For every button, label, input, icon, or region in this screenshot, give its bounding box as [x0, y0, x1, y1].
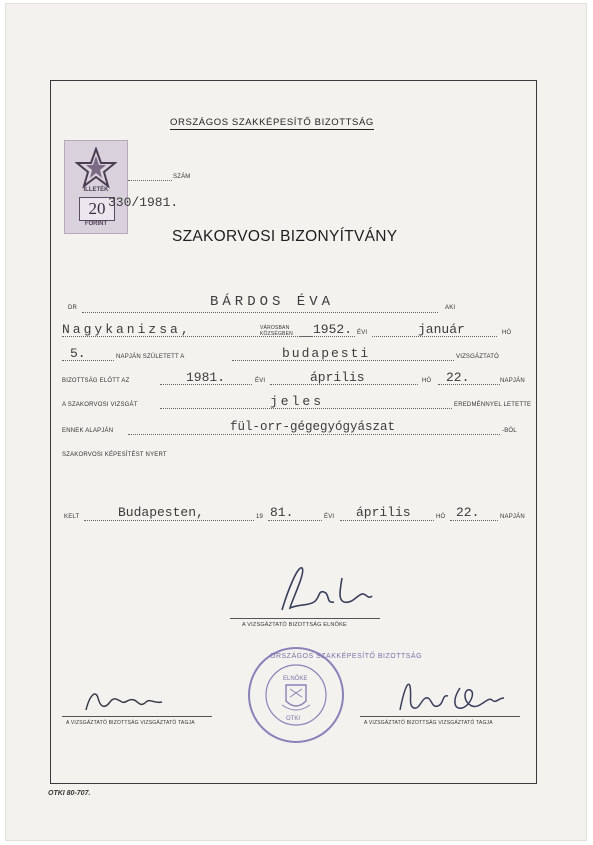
place-line: [84, 520, 254, 521]
star-emblem-icon: [75, 147, 117, 189]
exam-result: jeles: [270, 394, 325, 409]
seal-ring-text: ORSZÁGOS SZAKKÉPESÍTŐ BIZOTTSÁG: [270, 653, 423, 660]
napjan-label-2: NAPJÁN: [500, 514, 525, 520]
specialty: fül-orr-gégegyógyászat: [230, 420, 396, 434]
kozsegben-label: KÖZSÉGBEN: [260, 331, 293, 337]
seal-inner-bottom: OTKI: [286, 716, 301, 722]
chair-caption: A VIZSGÁZTATÓ BIZOTTSÁG ELNÖKE: [242, 622, 347, 628]
issue-month-line: [340, 520, 434, 521]
left-member-caption: A VIZSGÁZTATÓ BIZOTTSÁG VIZSGÁZTATÓ TAGJA: [66, 720, 195, 726]
szakorvosi-vizsgat-label: A SZAKORVOSI VIZSGÁT: [62, 402, 138, 408]
dr-label: DR: [68, 305, 78, 311]
aki-label: AKI: [445, 305, 456, 311]
issue-day: 22.: [456, 505, 480, 520]
issue-year-line: [268, 520, 322, 521]
bizottsag-elott-label: BIZOTTSÁG ELŐTT AZ: [62, 378, 130, 384]
issue-month: április: [356, 505, 411, 520]
right-member-signature: [392, 676, 512, 718]
evi-label-2: ÉVI: [255, 378, 266, 384]
holder-name: BÁRDOS ÉVA: [210, 294, 335, 310]
official-seal: [246, 645, 346, 745]
left-member-signature: [80, 684, 170, 718]
birth-month: január: [418, 322, 465, 337]
bol-label: -BÓL: [502, 428, 517, 434]
ho-label-3: HÓ: [436, 514, 446, 520]
ho-label-1: HÓ: [502, 330, 512, 336]
birth-year: 1952.: [313, 322, 353, 337]
vizsgaztato-label: VIZSGÁZTATÓ: [456, 354, 499, 360]
organization-heading: ORSZÁGOS SZAKKÉPESÍTŐ BIZOTTSÁG: [170, 117, 374, 128]
chair-signature: [268, 560, 388, 620]
specialty-line: [128, 434, 500, 435]
number-line: [128, 180, 172, 181]
exam-day: 22.: [446, 370, 470, 385]
left-member-line: [62, 716, 212, 717]
stamp-currency: FORINT: [84, 221, 108, 227]
ho-label-2: HÓ: [422, 378, 432, 384]
document-title: SZAKORVOSI BIZONYÍTVÁNY: [172, 228, 398, 245]
year-prefix: 19: [256, 514, 264, 520]
evi-label-1: ÉVI: [357, 330, 368, 336]
exam-board: budapesti: [282, 346, 371, 361]
stamp-value: 20: [79, 197, 115, 221]
birth-day: 5.: [70, 346, 86, 361]
exam-year: 1981.: [186, 370, 226, 385]
name-line: [82, 312, 438, 313]
exam-month: április: [310, 370, 365, 385]
varosban-label: VÁROSBAN: [260, 325, 290, 331]
napjan-label-1: NAPJÁN: [500, 378, 525, 384]
chair-line: [230, 618, 380, 619]
issue-year: 81.: [270, 505, 294, 520]
issue-day-line: [450, 520, 498, 521]
kepesitest-nyert-label: SZAKORVOSI KÉPESÍTÉST NYERT: [62, 452, 167, 458]
szuletett-label: NAPJÁN SZÜLETETT A: [116, 354, 185, 360]
revenue-stamp: [64, 140, 128, 234]
document-number: 330/1981.: [108, 195, 179, 210]
stamp-label: ILLETÉK: [83, 187, 109, 193]
form-code: OTKI 80-707.: [48, 790, 91, 797]
right-member-line: [360, 716, 520, 717]
szam-label: SZÁM: [173, 174, 191, 180]
right-member-caption: A VIZSGÁZTATÓ BIZOTTSÁG VIZSGÁZTATÓ TAGJA: [364, 720, 493, 726]
ennek-alapjan-label: ENNEK ALAPJÁN: [62, 428, 114, 434]
birthplace: Nagykanizsa,: [62, 322, 192, 337]
issue-place: Budapesten,: [118, 505, 204, 520]
evi-label-3: ÉVI: [324, 514, 335, 520]
kelt-label: KELT: [64, 514, 80, 520]
eredmennyel-label: EREDMÉNNYEL LETETTE: [454, 402, 532, 408]
seal-inner-top: ELNÖKE: [283, 676, 308, 682]
